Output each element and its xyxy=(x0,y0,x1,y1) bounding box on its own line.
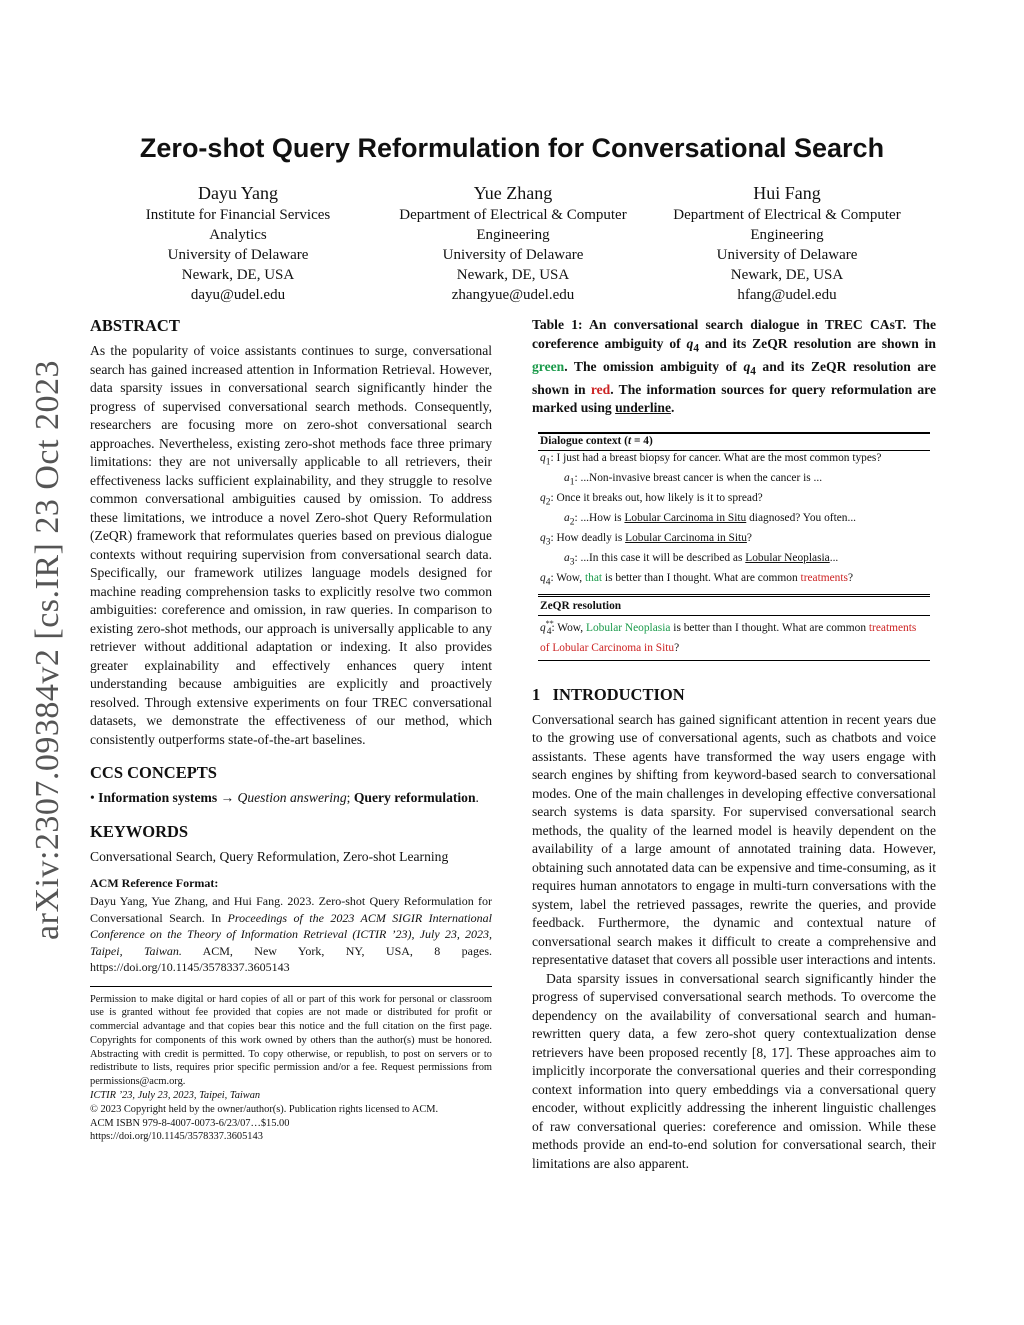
ccs-heading: CCS CONCEPTS xyxy=(90,763,217,782)
query-subscript: 4 xyxy=(545,577,551,588)
query-text: ? xyxy=(847,572,854,585)
introduction-paragraph: Data sparsity issues in conversational search significantly hinder the progress of supervised conversational search methods. To overcome the dependency on the availability of conversational search and human-rewritten query data, a few zero-shot query contextualization dense retrievers have been proposed recently [8, 17]. These approaches aim to implicitly incorporate the conversational queries and their corresponding context information into query embeddings via a conversational query encoder, without explicitly addressing the inherent linguistic challenges of raw conversational queries: coreference and omission. While these methods provide an end-to-end solution for conversational search, their limitations are also apparent. xyxy=(532,970,936,1171)
ccs-term: Question answering xyxy=(237,790,347,805)
query-symbol: q xyxy=(540,621,546,634)
caption-red-word: red xyxy=(590,381,611,397)
author-block-3 xyxy=(652,181,922,305)
author-affiliation: Engineering xyxy=(750,227,824,243)
author-block-1 xyxy=(103,181,373,305)
coreference-resolution: Lobular Neoplasia xyxy=(585,621,671,634)
answer-text: : ...Non-invasive breast cancer is when the cancer is ... xyxy=(574,471,823,484)
query-text: : How deadly is xyxy=(550,532,626,545)
dialogue-answer xyxy=(538,511,930,531)
caption-part: . xyxy=(671,400,675,416)
keywords-text: Conversational Search, Query Reformulation, Zero-shot Learning xyxy=(90,848,449,864)
author-location: Newark, DE, USA xyxy=(181,267,295,283)
underlined-source: Lobular Carcinoma in Situ xyxy=(625,532,747,545)
query-symbol: q xyxy=(540,491,546,504)
caption-part: . The omission ambiguity of xyxy=(564,358,744,374)
conference-venue xyxy=(90,1089,492,1103)
answer-subscript: 1 xyxy=(569,477,575,488)
query-text: ? xyxy=(674,641,680,654)
caption-part: Table 1: An conversational search dialogue in TREC CAsT. The coreference ambiguity of xyxy=(532,317,936,351)
ccs-end: . xyxy=(475,790,479,805)
author-email[interactable]: hfang@udel.edu xyxy=(737,287,837,303)
left-column xyxy=(90,316,492,1144)
zeqr-resolution-header: ZeQR resolution xyxy=(538,596,930,616)
query-subscript: 4 xyxy=(546,627,552,638)
author-block-2 xyxy=(378,181,648,305)
caption-query-subscript: 4 xyxy=(750,365,756,378)
header-turn-symbol: t xyxy=(627,434,632,447)
answer-symbol: a xyxy=(564,471,570,484)
ccs-arrow: → xyxy=(217,790,238,805)
author-affiliation: Department of Electrical & Computer xyxy=(399,207,627,223)
underlined-source: Lobular Carcinoma in Situ xyxy=(624,511,747,524)
acm-reference-authors: Dayu Yang, Yue Zhang, and Hui Fang. 2023. Zero-shot Query Reformulation for Conversational Search. In xyxy=(90,894,492,925)
author-location: Newark, DE, USA xyxy=(456,267,570,283)
copyright-text: © 2023 Copyright held by the owner/author(s). Publication rights licensed to ACM. xyxy=(90,1103,439,1115)
answer-symbol: a xyxy=(564,552,570,565)
ccs-bullet: • xyxy=(90,790,95,805)
arxiv-identifier: arXiv:2307.09384v2 [cs.IR] 23 Oct 2023 xyxy=(29,360,66,940)
zeqr-resolution xyxy=(538,616,930,661)
caption-query-subscript: 4 xyxy=(693,342,699,355)
table-row xyxy=(538,531,930,551)
table-row xyxy=(538,551,930,571)
author-university: University of Delaware xyxy=(442,247,584,263)
acm-reference-venue: Proceedings of the 2023 ACM SIGIR International Conference on the Theory of Information Retrieval (ICTIR ’23), July 23, 2023, Taipei, Taiwan. xyxy=(90,910,492,958)
query-superscript: ** xyxy=(545,619,554,629)
table-row xyxy=(538,571,930,596)
table-row xyxy=(538,491,930,511)
ccs-term: Information systems xyxy=(98,790,218,805)
answer-text: diagnosed? You often... xyxy=(746,511,857,524)
author-name: Hui Fang xyxy=(753,183,821,203)
query-subscript: 3 xyxy=(545,537,551,548)
query-symbol: q xyxy=(540,572,546,585)
query-text: : Once it breaks out, how likely is it to spread? xyxy=(550,491,763,504)
query-subscript: 1 xyxy=(545,457,551,468)
query-symbol: q xyxy=(540,532,546,545)
header-text: = 4) xyxy=(631,434,653,447)
acm-reference-text xyxy=(90,893,492,976)
table-header-row xyxy=(538,596,930,616)
introduction-heading xyxy=(532,685,936,705)
caption-query-symbol: q xyxy=(743,358,751,374)
query-text: : Wow, xyxy=(551,621,586,634)
section-number: 1 xyxy=(532,684,541,704)
dialogue-query xyxy=(538,571,930,596)
omission-ambiguity: treatments xyxy=(800,572,848,585)
caption-part: and its ZeQR resolution are shown in xyxy=(532,358,936,397)
underlined-source: Lobular Neoplasia xyxy=(745,552,830,565)
author-affiliation: Engineering xyxy=(476,227,550,243)
dialogue-query xyxy=(538,531,930,551)
ccs-text xyxy=(90,789,492,808)
author-email[interactable]: dayu@udel.edu xyxy=(190,287,286,303)
dialogue-answer xyxy=(538,471,930,491)
coreference-ambiguity: that xyxy=(584,572,603,585)
query-text: : Wow, xyxy=(550,572,585,585)
query-text: : I just had a breast biopsy for cancer. What are the most common types? xyxy=(550,451,882,464)
table-header-row xyxy=(538,433,930,450)
introduction-paragraph: Conversational search has gained significant attention in recent years due to the growing use of conversational agents, such as chatbots and voice assistants. These agents have transformed the way users engage with search engines by shifting from keyword-based search to conversational modes. One of the main challenges in developing effective conversational search systems is data sparsity. For supervised conversational search methods, the quality of the learned model is heavily dependent on the availability of a large amount of annotated training data. However, obtaining such annotated data can be expensive and time-consuming, as it requires human annotators to engage in multi-turn conversations with the system, label the retrieved passages, rewrite the queries, and provide feedback. Furthermore, the dynamic and contextual nature of conversational search makes it difficult to create a comprehensive and representative dataset that covers all possible user interactions and intents. xyxy=(532,711,936,968)
dialogue-table xyxy=(538,432,930,661)
abstract-text: As the popularity of voice assistants continues to surge, conversational search has gained increased attention in Information Retrieval. However, data sparsity issues in conversational search significantly hinder the progress of supervised conversational search methods. Consequently, researchers are focusing more on zero-shot conversational search approaches. Nevertheless, existing zero-shot methods face three primary limitations: they are not universally applicable to all retrievers, their effectiveness lacks sufficient explainability, and they struggle to resolve common conversational ambiguities caused by omission. To address these limitations, we introduce a novel Zero-shot Query Reformulation (ZeQR) framework that reformulates queries based on previous dialogue contexts without requiring supervision from conversational search data. Specifically, our framework utilizes language models designed for machine reading comprehension tasks to explicitly resolve two common ambiguities: coreference and omission, in raw queries. In comparison to existing zero-shot methods, our approach is universally applicable to any retriever without additional adaptation or indexing. It also provides greater explainability and effectively enhances query intent understanding because ambiguities are explicitly and proactively resolved. Through extensive experiments on four TREC conversational datasets, we demonstrate the effectiveness of our method, which consistently outperforms state-of-the-art baselines. xyxy=(90,343,492,747)
table-row xyxy=(538,616,930,661)
dialogue-context-header xyxy=(538,433,930,450)
query-symbol: q xyxy=(540,451,546,464)
ccs-separator: ; xyxy=(346,790,354,805)
author-name: Dayu Yang xyxy=(197,183,278,203)
caption-part: and its ZeQR resolution are shown in xyxy=(698,335,936,351)
answer-text: ... xyxy=(829,552,839,565)
author-email[interactable]: zhangyue@udel.edu xyxy=(451,287,575,303)
query-text: ? xyxy=(746,532,752,545)
dialogue-answer xyxy=(538,551,930,571)
query-text: is better than I thought. What are common xyxy=(602,572,801,585)
answer-subscript: 2 xyxy=(569,517,575,528)
omission-resolution: treatments of Lobular Carcinoma in Situ xyxy=(540,621,917,654)
dialogue-query xyxy=(538,491,930,511)
author-university: University of Delaware xyxy=(167,247,309,263)
table-row xyxy=(538,450,930,471)
query-text: is better than I thought. What are common xyxy=(670,621,869,634)
isbn-text: ACM ISBN 979-8-4007-0073-6/23/07…$15.00 xyxy=(90,1117,290,1129)
section-title: INTRODUCTION xyxy=(552,684,685,704)
table-row xyxy=(538,471,930,491)
keywords-heading: KEYWORDS xyxy=(90,821,189,841)
header-text: Dialogue context ( xyxy=(540,434,628,447)
abstract-heading: ABSTRACT xyxy=(90,316,180,335)
author-affiliation: Institute for Financial Services xyxy=(145,207,331,223)
caption-part: . The information sources for query reformulation are marked using xyxy=(532,381,936,416)
author-university: University of Delaware xyxy=(716,247,858,263)
author-name: Yue Zhang xyxy=(473,183,553,203)
venue-text: ICTIR ’23, July 23, 2023, Taipei, Taiwan xyxy=(90,1090,261,1102)
query-subscript: 2 xyxy=(545,497,551,508)
table-row xyxy=(538,511,930,531)
author-location: Newark, DE, USA xyxy=(730,267,844,283)
footnote-divider xyxy=(90,986,492,987)
acm-reference-heading: ACM Reference Format: xyxy=(90,876,219,890)
author-affiliation: Analytics xyxy=(209,227,267,243)
table-caption xyxy=(532,316,936,418)
caption-query-symbol: q xyxy=(686,335,694,351)
ccs-term: Query reformulation xyxy=(353,790,476,805)
caption-green-word: green xyxy=(532,358,565,374)
answer-subscript: 3 xyxy=(569,557,575,568)
arxiv-sidebar xyxy=(30,340,66,960)
doi-link[interactable]: https://doi.org/10.1145/3578337.3605143 xyxy=(90,1131,263,1143)
answer-text: : ...In this case it will be described as xyxy=(574,552,746,565)
caption-underline-word: underline xyxy=(615,400,671,416)
right-column xyxy=(532,316,936,1173)
dialogue-query xyxy=(538,450,930,471)
acm-reference-doi: ACM, New York, NY, USA, 8 pages. https://doi.org/10.1145/3578337.3605143 xyxy=(90,943,492,974)
author-affiliation: Department of Electrical & Computer xyxy=(673,207,901,223)
answer-symbol: a xyxy=(564,511,570,524)
paper-title: Zero-shot Query Reformulation for Conversational Search xyxy=(139,133,885,163)
answer-text: : ...How is xyxy=(574,511,625,524)
permissions-text: Permission to make digital or hard copies of all or part of this work for personal or classroom use is granted without fee provided that copies are not made or distributed for profit or commercial advantage and that copies bear this notice and the full citation on the first page. Copyrights for components of this work owned by others than the author(s) must be honored. Abstracting with credit is permitted. To copy otherwise, or republish, to post on servers or to redistribute to lists, requires prior specific permission and/or a fee. Request permissions from permissions@acm.org. xyxy=(90,993,492,1088)
